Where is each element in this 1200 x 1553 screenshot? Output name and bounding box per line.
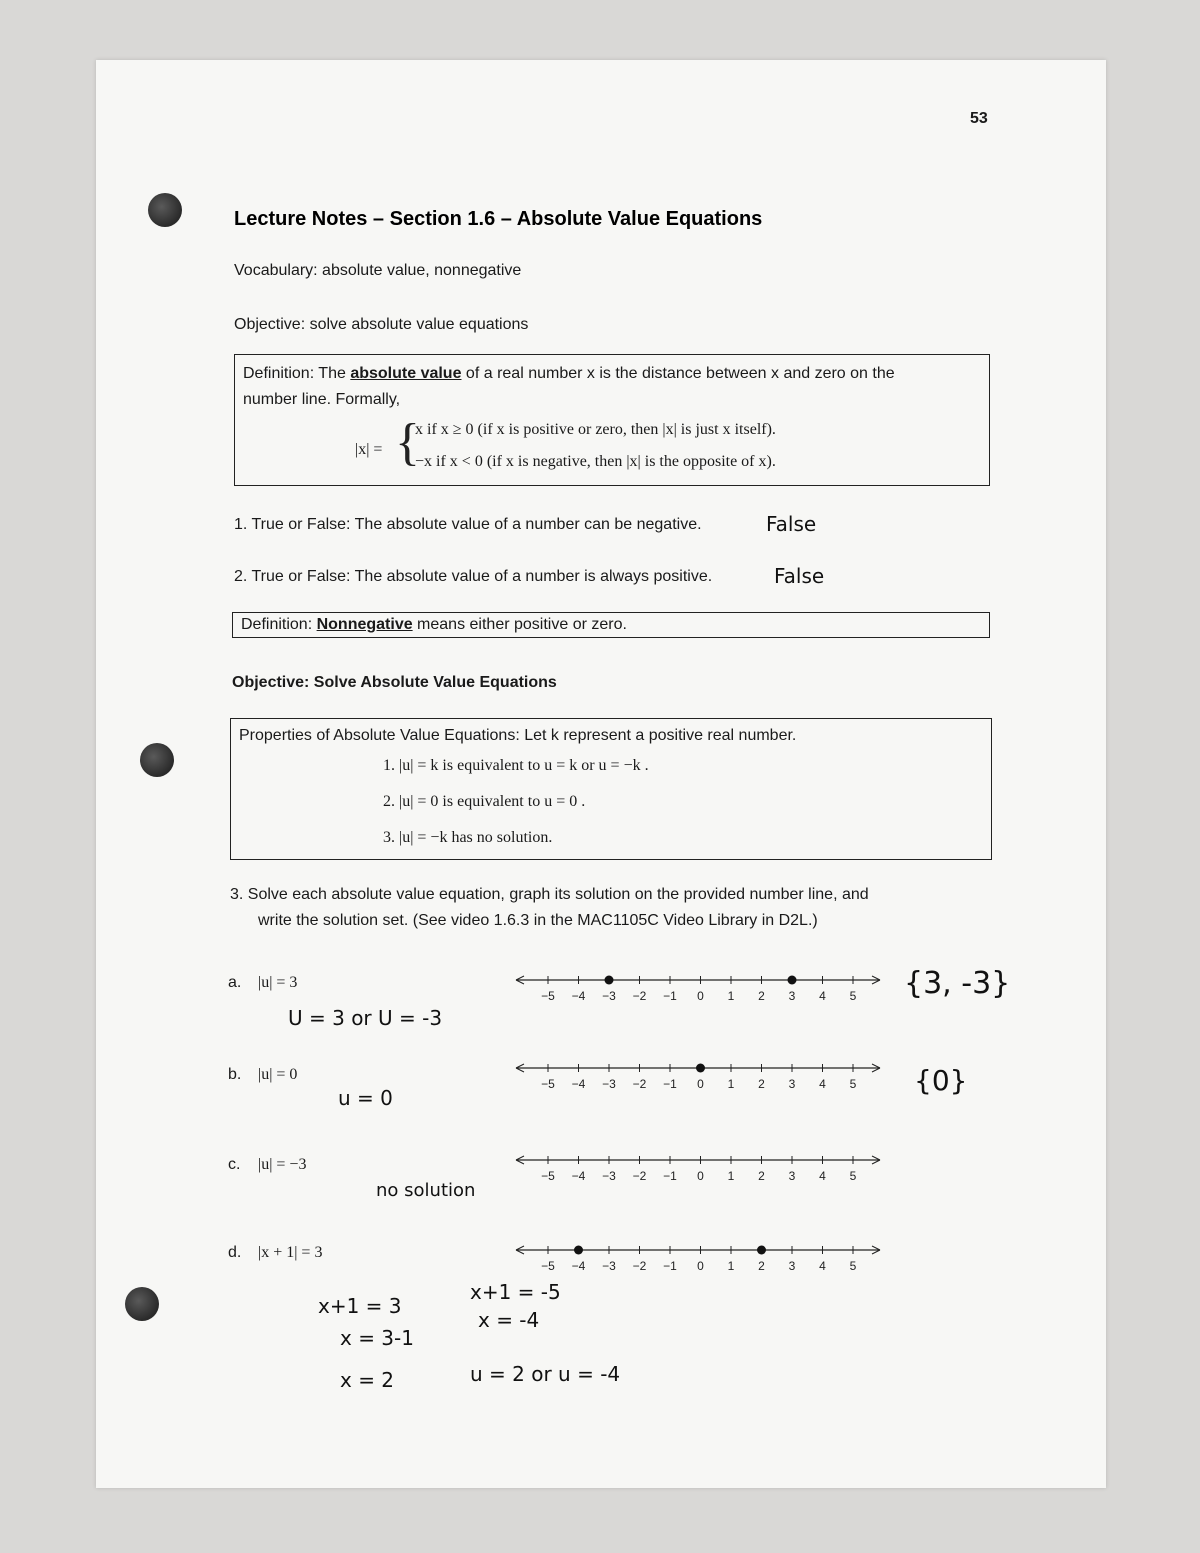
property-1: 1. |u| = k is equivalent to u = k or u = −k .	[383, 757, 649, 774]
question-3-line-1: 3. Solve each absolute value equation, graph its solution on the provided number line, and	[230, 886, 869, 903]
tick-label: 0	[697, 1169, 704, 1183]
tick-label: 1	[727, 1169, 735, 1183]
tick-label: −2	[632, 1077, 647, 1091]
part-a-equation: |u| = 3	[258, 974, 298, 991]
part-d-equation: |x + 1| = 3	[258, 1244, 323, 1261]
definition-nonnegative-line: Definition: Nonnegative means either positive or zero.	[241, 616, 627, 633]
binder-hole	[140, 743, 174, 777]
properties-box	[230, 718, 992, 860]
part-a-label: a.	[228, 974, 242, 991]
tick-label: −1	[663, 1169, 677, 1183]
solution-point	[605, 976, 614, 985]
tick-label: −5	[541, 989, 555, 1003]
page-number: 53	[970, 110, 988, 127]
property-3: 3. |u| = −k has no solution.	[383, 829, 553, 846]
number-line-b	[510, 1058, 890, 1094]
question-2: 2. True or False: The absolute value of a number is always positive.	[234, 568, 713, 585]
tick-label: 0	[697, 1077, 704, 1091]
tick-label: −1	[663, 1259, 677, 1273]
tick-label: −1	[663, 1077, 677, 1091]
tick-label: −3	[602, 1259, 616, 1273]
tick-label: 3	[788, 1259, 796, 1273]
number-line-a	[510, 970, 890, 1006]
number-line-c	[510, 1150, 890, 1186]
question-1: 1. True or False: The absolute value of a number can be negative.	[234, 516, 702, 533]
tick-label: −5	[541, 1259, 555, 1273]
tick-label: −3	[602, 1077, 616, 1091]
part-c-work: no solution	[376, 1180, 476, 1201]
tick-label: −2	[632, 989, 647, 1003]
tick-label: 2	[758, 989, 765, 1003]
part-d-label: d.	[228, 1244, 242, 1261]
term-absolute-value: absolute value	[350, 365, 462, 382]
question-3-line-2: write the solution set. (See video 1.6.3 in the MAC1105C Video Library in D2L.)	[258, 912, 818, 929]
solution-point	[788, 976, 797, 985]
binder-hole	[148, 193, 182, 227]
tick-label: 2	[758, 1259, 765, 1273]
property-2: 2. |u| = 0 is equivalent to u = 0 .	[383, 793, 586, 810]
tick-label: −2	[632, 1259, 647, 1273]
tick-label: 5	[849, 1077, 857, 1091]
definition-nonnegative-box	[232, 612, 990, 638]
part-d-work-3: x = 2	[340, 1368, 395, 1392]
tick-label: 2	[758, 1169, 765, 1183]
tick-label: 3	[788, 1169, 796, 1183]
tick-label: 0	[697, 1259, 704, 1273]
tick-label: −4	[571, 1169, 586, 1183]
vocabulary-line: Vocabulary: absolute value, nonnegative	[234, 262, 522, 279]
part-c-label: c.	[228, 1156, 241, 1173]
number-line-d	[510, 1240, 890, 1276]
solution-point	[574, 1246, 583, 1255]
tick-label: 4	[819, 989, 826, 1003]
tick-label: 5	[849, 1259, 857, 1273]
tick-label: −2	[632, 1169, 647, 1183]
page-title: Lecture Notes – Section 1.6 – Absolute Value Equations	[234, 208, 763, 230]
part-a-solution-set: {3, -3}	[904, 966, 1011, 1001]
part-a-work: U = 3 or U = -3	[288, 1006, 443, 1030]
tick-label: 1	[727, 1077, 735, 1091]
part-d-work-2: x = 3-1	[340, 1326, 414, 1350]
formula-case-1: x if x ≥ 0 (if x is positive or zero, then |x| is just x itself).	[415, 421, 776, 438]
formula-case-2: −x if x < 0 (if x is negative, then |x| is the opposite of x).	[415, 453, 776, 470]
tick-label: −4	[571, 1077, 586, 1091]
definition-line-2: number line. Formally,	[243, 391, 401, 408]
part-b-label: b.	[228, 1066, 242, 1083]
part-d-work-1: x+1 = 3	[318, 1294, 402, 1318]
tick-label: −5	[541, 1169, 555, 1183]
part-b-work: u = 0	[338, 1086, 393, 1110]
question-2-answer: False	[774, 564, 825, 588]
tick-label: −4	[571, 989, 586, 1003]
part-b-solution-set: {0}	[914, 1064, 968, 1097]
tick-label: −3	[602, 1169, 616, 1183]
solution-point	[696, 1064, 705, 1073]
part-b-equation: |u| = 0	[258, 1066, 298, 1083]
tick-label: −3	[602, 989, 616, 1003]
tick-label: 1	[727, 989, 735, 1003]
tick-label: 0	[697, 989, 704, 1003]
tick-label: −1	[663, 989, 677, 1003]
properties-header: Properties of Absolute Value Equations: Let k represent a positive real number.	[239, 727, 797, 744]
tick-label: 4	[819, 1077, 826, 1091]
part-d-work-5: x = -4	[478, 1308, 540, 1332]
solution-point	[757, 1246, 766, 1255]
brace-icon: {	[395, 414, 420, 471]
tick-label: 4	[819, 1259, 826, 1273]
tick-label: −5	[541, 1077, 555, 1091]
objective-2: Objective: Solve Absolute Value Equations	[232, 674, 557, 691]
part-c-equation: |u| = −3	[258, 1156, 307, 1173]
objective-line: Objective: solve absolute value equations	[234, 316, 529, 333]
formula-lhs: |x| =	[355, 441, 383, 458]
tick-label: 5	[849, 989, 857, 1003]
tick-label: 1	[727, 1259, 735, 1273]
tick-label: 3	[788, 1077, 796, 1091]
binder-hole	[125, 1287, 159, 1321]
question-1-answer: False	[766, 512, 817, 536]
part-d-work-6: u = 2 or u = -4	[470, 1362, 621, 1386]
tick-label: −4	[571, 1259, 586, 1273]
definition-absolute-value-box	[234, 354, 990, 486]
tick-label: 5	[849, 1169, 857, 1183]
tick-label: 4	[819, 1169, 826, 1183]
definition-line: Definition: The absolute value of a real number x is the distance between x and zero on the	[243, 365, 895, 382]
term-nonnegative: Nonnegative	[316, 616, 413, 633]
part-d-work-4: x+1 = -5	[470, 1280, 561, 1304]
tick-label: 3	[788, 989, 796, 1003]
tick-label: 2	[758, 1077, 765, 1091]
